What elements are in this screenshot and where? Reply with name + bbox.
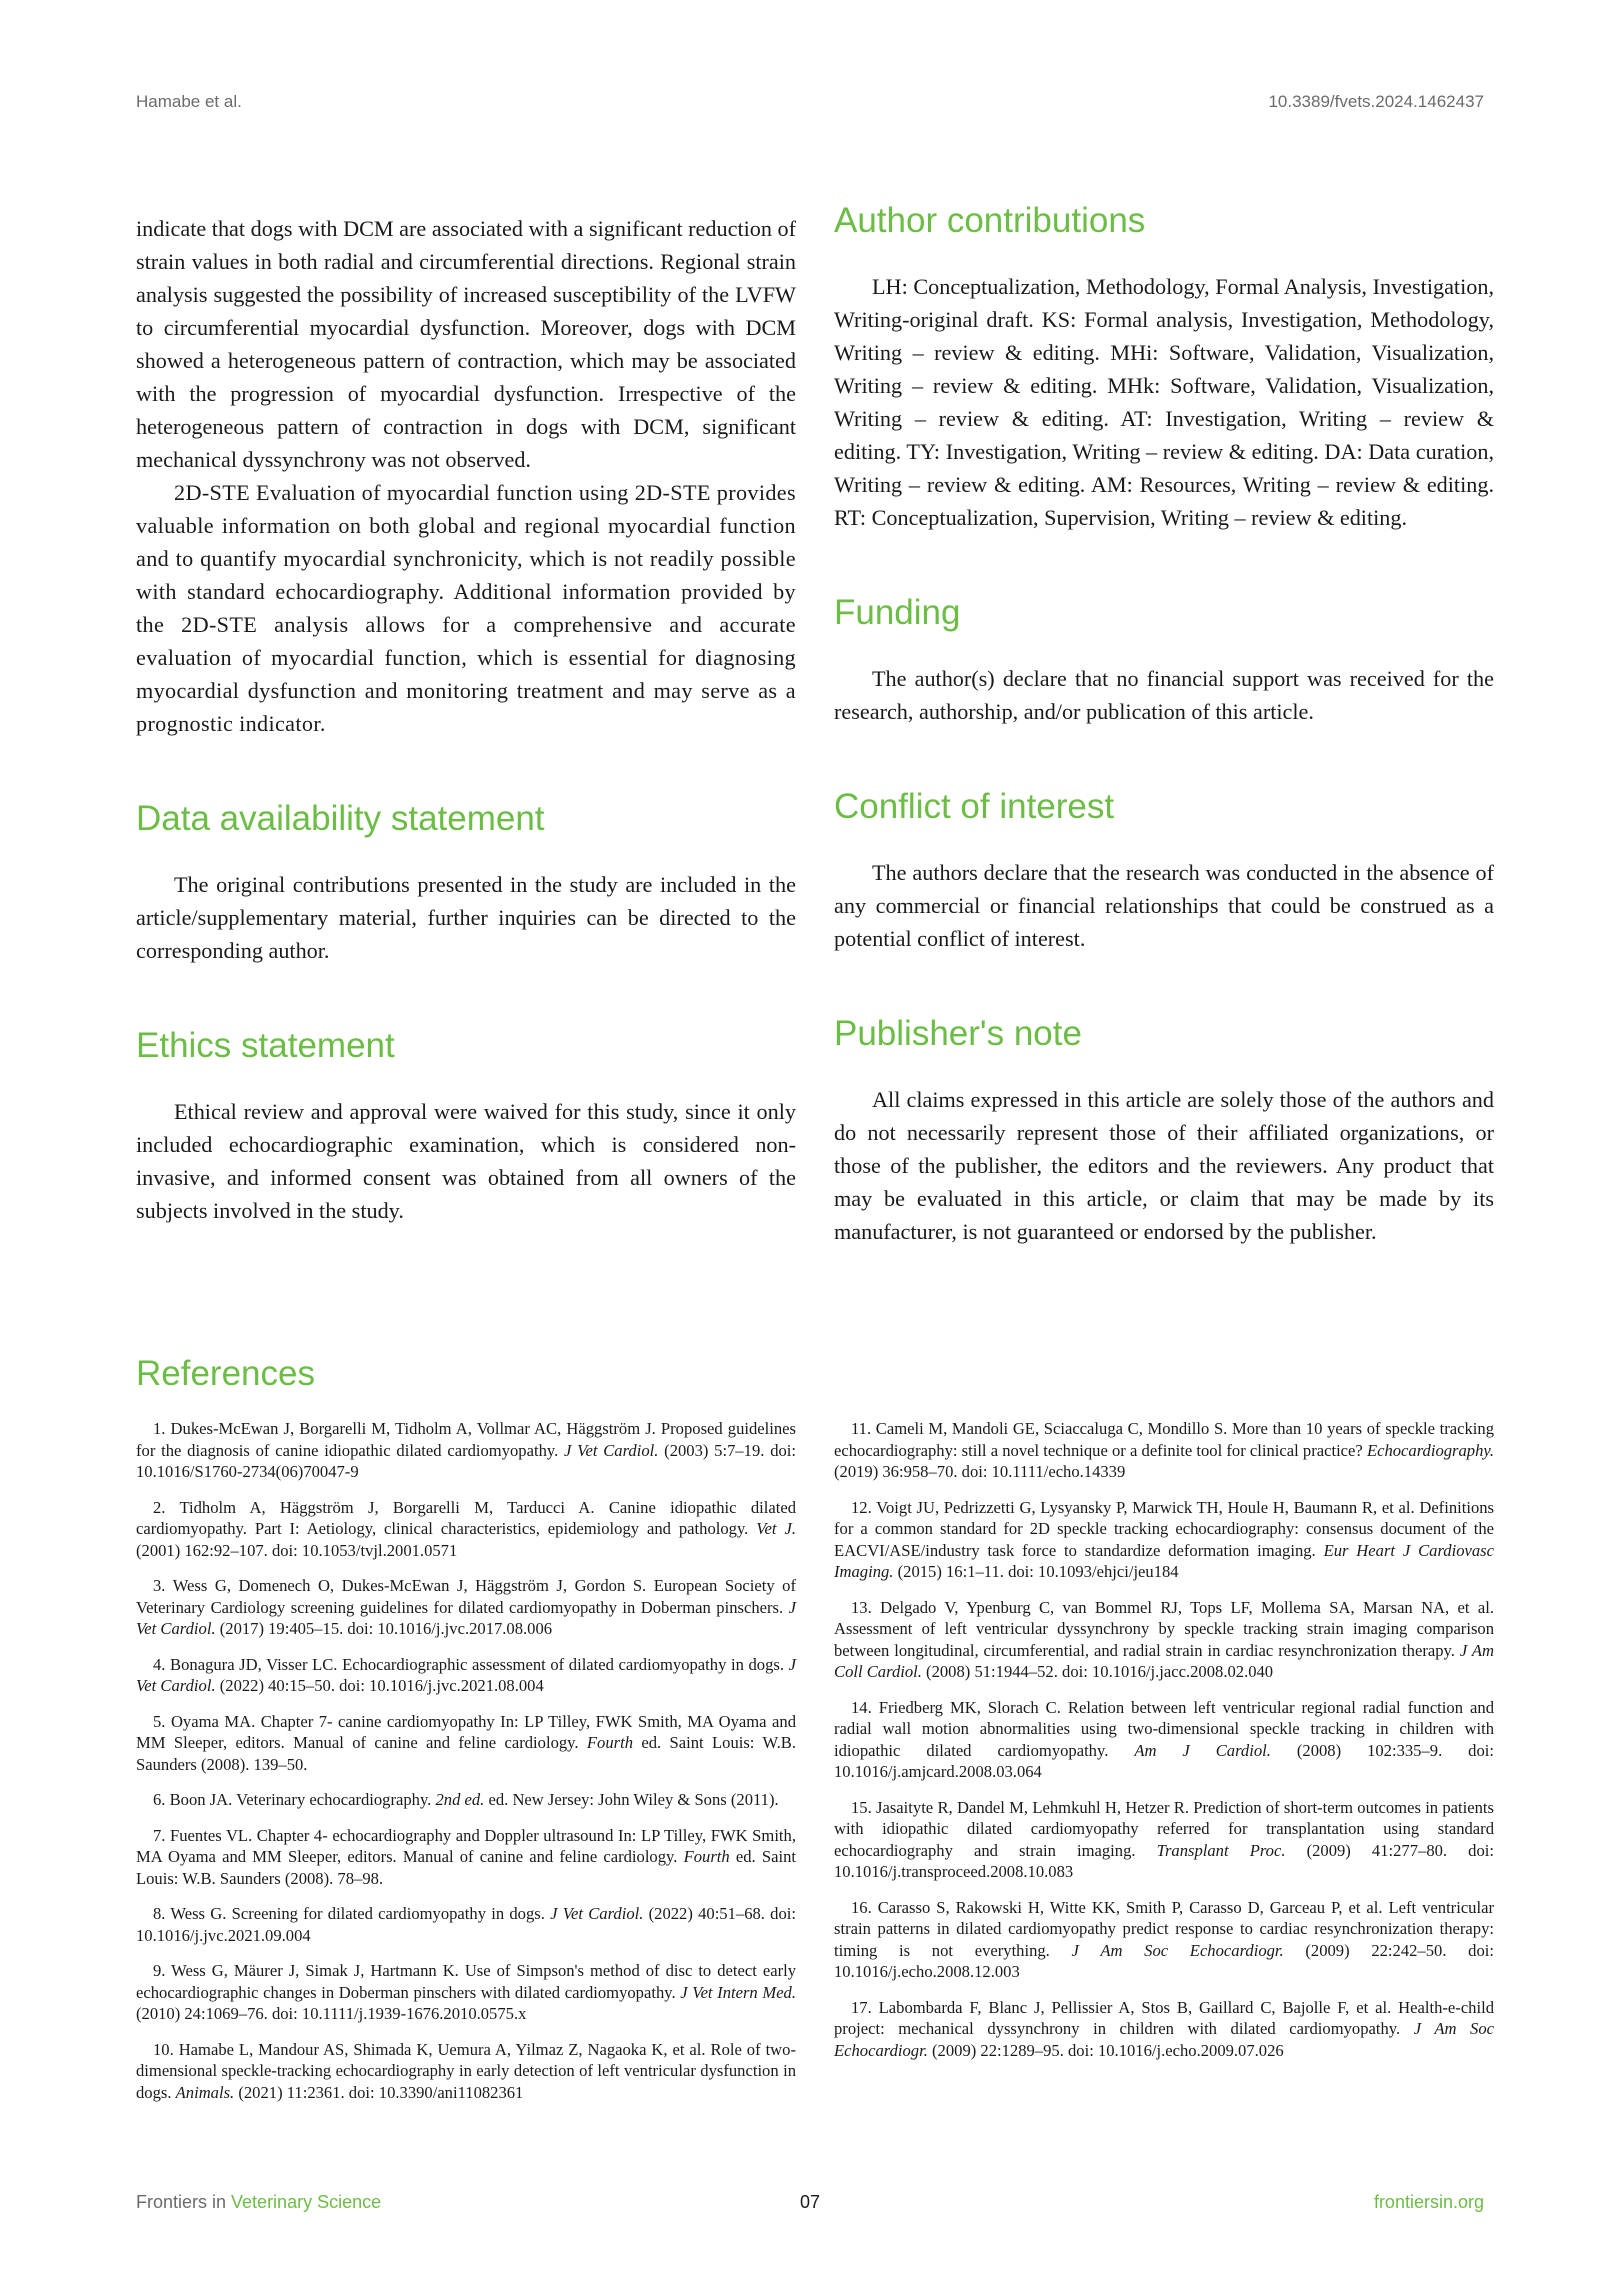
reference-citation[interactable]: (2022) 40:15–50. doi: 10.1016/j.jvc.2021.08.004 (215, 1676, 544, 1695)
reference-text: 6. Boon JA. Veterinary echocardiography. (153, 1790, 436, 1809)
reference-text: 12. Voigt JU, Pedrizzetti G, Lysyansky P, Marwick TH, Houle H, Baumann R, et al. Definitions for a common standard for 2D speckle tracking echocardiography: consensus document of the EACVI/ASE/industry task force to standardize deformation imaging. (834, 1497, 1494, 1560)
reference-journal: 2nd ed. (435, 1790, 485, 1809)
reference-entry (136, 1903, 796, 1946)
running-header (136, 92, 1484, 116)
reference-citation[interactable]: (2009) 41:277–80. doi: 10.1016/j.transproceed.2008.10.083 (834, 1840, 1494, 1881)
reference-text: 1. Dukes-McEwan J, Borgarelli M, Tidholm A, Vollmar AC, Häggström J. Proposed guidelines for the diagnosis of canine idiopathic dilated cardiomyopathy. (136, 1419, 796, 1460)
reference-journal: J Am Soc Echocardiogr. (1071, 1940, 1284, 1960)
reference-citation[interactable]: (2019) 36:958–70. doi: 10.1111/echo.14339 (834, 1462, 1126, 1481)
reference-entry (834, 1997, 1494, 2062)
reference-text: 4. Bonagura JD, Visser LC. Echocardiographic assessment of dilated cardiomyopathy in dogs. (153, 1654, 789, 1674)
reference-citation[interactable]: (2015) 16:1–11. doi: 10.1093/ehjci/jeu184 (893, 1562, 1179, 1581)
author-contributions-heading: Author contributions (834, 201, 1146, 240)
reference-journal: Animals. (175, 2082, 235, 2102)
reference-entry (136, 1711, 796, 1776)
reference-entry (136, 1418, 796, 1483)
ethics-heading: Ethics statement (136, 1026, 395, 1065)
page-footer (136, 2192, 1484, 2218)
reference-citation[interactable]: ed. New Jersey: John Wiley & Sons (2011). (484, 1790, 779, 1809)
reference-entry (136, 2039, 796, 2104)
reference-journal: J Vet Intern Med. (680, 1982, 796, 2002)
funding-text: The author(s) declare that no financial support was received for the research, authorship, and/or publication of this article. (834, 666, 1494, 724)
reference-entry (834, 1697, 1494, 1783)
reference-journal: J Vet Cardiol. (550, 1904, 644, 1923)
reference-text: 8. Wess G. Screening for dilated cardiomyopathy in dogs. (153, 1904, 551, 1923)
reference-entry (834, 1597, 1494, 1683)
reference-journal: Eur Heart J Cardiovasc Imaging. (834, 1540, 1494, 1581)
conflict-heading: Conflict of interest (834, 787, 1115, 826)
conflict-text: The authors declare that the research was conducted in the absence of any commercial or financial relationships that could be construed as a potential conflict of interest. (834, 860, 1494, 951)
right-column (834, 200, 1494, 1248)
discussion-paragraph-2dste: 2D-STE Evaluation of myocardial function using 2D-STE provides valuable information on both global and regional myocardial function and to quantify myocardial synchronicity, which is not readily possible with standard echocardiography. Additional information provided by the 2D-STE analysis allows for a comprehensive and accurate evaluation of myocardial function, which is essential for diagnosing myocardial dysfunction and monitoring treatment and may serve as a prognostic indicator. (136, 480, 796, 736)
reference-text: 9. Wess G, Mäurer J, Simak J, Hartmann K. Use of Simpson's method of disc to detect early echocardiographic changes in Doberman pinschers with dilated cardiomyopathy. (136, 1961, 796, 2002)
references-right-column (834, 1418, 1494, 2075)
reference-citation[interactable]: (2009) 22:242–50. doi: 10.1016/j.echo.2008.12.003 (834, 1940, 1494, 1981)
references-heading: References (136, 1354, 315, 1393)
reference-text: 11. Cameli M, Mandoli GE, Sciaccaluga C, Mondillo S. More than 10 years of speckle tracking echocardiography: still a novel technique or a definite tool for clinical practice? (834, 1419, 1494, 1460)
left-column (136, 212, 796, 1227)
footer-website-link[interactable]: frontiersin.org (1373, 2192, 1484, 2212)
header-authors: Hamabe et al. (136, 92, 242, 111)
reference-citation[interactable]: (2010) 24:1069–76. doi: 10.1111/j.1939-1676.2010.0575.x (136, 2004, 527, 2023)
reference-entry (136, 1960, 796, 2025)
reference-text: 13. Delgado V, Ypenburg C, van Bommel RJ, Tops LF, Mollema SA, Marsan NA, et al. Assessment of left ventricular dyssynchrony by speckle tracking strain imaging comparison between longitudinal, circumferential, and radial strain in cardiac resynchronization therapy. (834, 1597, 1494, 1660)
reference-text: 3. Wess G, Domenech O, Dukes-McEwan J, Häggström J, Gordon S. European Society of Veterinary Cardiology screening guidelines for dilated cardiomyopathy in Doberman pinschers. (136, 1576, 796, 1617)
reference-citation[interactable]: (2001) 162:92–107. doi: 10.1053/tvjl.2001.0571 (136, 1540, 458, 1560)
reference-entry (834, 1897, 1494, 1983)
reference-journal: J Am Soc Echocardiogr. (834, 2019, 1494, 2060)
reference-entry (136, 1789, 796, 1811)
discussion-paragraph: indicate that dogs with DCM are associated with a significant reduction of strain values in both radial and circumferential directions. Regional strain analysis suggested the possibility of increased susceptibility of the LVFW to circumferential myocardial dysfunction. Moreover, dogs with DCM showed a heterogeneous pattern of contraction, which may be associated with the progression of myocardial dysfunction. Irrespective of the heterogeneous pattern of contraction in dogs with DCM, significant mechanical dyssynchrony was not observed. (136, 216, 796, 472)
data-availability-heading: Data availability statement (136, 799, 545, 838)
footer-journal-name[interactable]: Veterinary Science (231, 2192, 382, 2212)
reference-text: 10. Hamabe L, Mandour AS, Shimada K, Uemura A, Yilmaz Z, Nagaoka K, et al. Role of two-dimensional speckle-tracking echocardiography in early detection of left ventricular dysfunction in dogs. (136, 2039, 796, 2102)
reference-text: 7. Fuentes VL. Chapter 4- echocardiography and Doppler ultrasound In: LP Tilley, FWK Smith, MA Oyama and MM Sleeper, editors. Manual of canine and feline cardiology. (136, 1825, 796, 1866)
reference-citation[interactable]: (2003) 5:7–19. doi: 10.1016/S1760-2734(06)70047-9 (136, 1440, 797, 1481)
reference-citation[interactable]: ed. Saint Louis: W.B. Saunders (2008). 139–50. (136, 1733, 796, 1774)
reference-citation[interactable]: (2008) 102:335–9. doi: 10.1016/j.amjcard.2008.03.064 (834, 1740, 1494, 1781)
reference-journal: Vet J. (756, 1519, 796, 1538)
reference-citation[interactable]: (2021) 11:2361. doi: 10.3390/ani11082361 (234, 2082, 524, 2102)
reference-entry (834, 1497, 1494, 1583)
reference-entry (136, 1497, 796, 1562)
reference-journal: Echocardiography. (1366, 1440, 1494, 1460)
reference-text: 5. Oyama MA. Chapter 7- canine cardiomyopathy In: LP Tilley, FWK Smith, MA Oyama and MM Sleeper, editors. Manual of canine and feline cardiology. (136, 1711, 796, 1752)
reference-journal: J Vet Cardiol. (136, 1654, 796, 1695)
reference-entry (834, 1418, 1494, 1483)
reference-entry (136, 1825, 796, 1890)
reference-journal: J Vet Cardiol. (564, 1440, 659, 1460)
reference-journal: Am J Cardiol. (1134, 1740, 1271, 1760)
reference-journal: Transplant Proc. (1156, 1840, 1286, 1860)
reference-citation[interactable]: (2022) 40:51–68. doi: 10.1016/j.jvc.2021.09.004 (136, 1904, 796, 1945)
reference-text: 14. Friedberg MK, Slorach C. Relation between left ventricular regional radial function and radial wall motion abnormalities using two-dimensional speckle tracking in children with idiopathic dilated cardiomyopathy. (834, 1697, 1494, 1760)
references-left-column (136, 1418, 796, 2117)
data-availability-text: The original contributions presented in the study are included in the article/supplementary material, further inquiries can be directed to the corresponding author. (136, 872, 796, 963)
publisher-note-heading: Publisher's note (834, 1014, 1082, 1053)
reference-entry (834, 1797, 1494, 1883)
funding-heading: Funding (834, 593, 961, 632)
reference-text: 15. Jasaityte R, Dandel M, Lehmkuhl H, Hetzer R. Prediction of short-term outcomes in patients with idiopathic dilated cardiomyopathy referred for transplantation using standard echocardiography and strain imaging. (834, 1797, 1494, 1860)
reference-journal: J Vet Cardiol. (136, 1597, 796, 1638)
reference-journal: J Am Coll Cardiol. (834, 1640, 1494, 1681)
footer-journal-prefix: Frontiers in (136, 2192, 232, 2212)
reference-citation[interactable]: (2009) 22:1289–95. doi: 10.1016/j.echo.2009.07.026 (927, 2040, 1284, 2060)
reference-citation[interactable]: (2017) 19:405–15. doi: 10.1016/j.jvc.2017.08.006 (215, 1619, 553, 1638)
reference-journal: Fourth (586, 1733, 633, 1752)
ethics-text: Ethical review and approval were waived for this study, since it only included echocardiographic examination, which is considered non-invasive, and informed consent was obtained from all owners of the subjects involved in the study. (136, 1099, 796, 1223)
reference-citation[interactable]: (2008) 51:1944–52. doi: 10.1016/j.jacc.2008.02.040 (921, 1662, 1274, 1681)
reference-text: 2. Tidholm A, Häggström J, Borgarelli M, Tarducci A. Canine idiopathic dilated cardiomyopathy. Part I: Aetiology, clinical characteristics, epidemiology and pathology. (136, 1497, 796, 1538)
reference-entry (136, 1654, 796, 1697)
reference-text: 16. Carasso S, Rakowski H, Witte KK, Smith P, Carasso D, Garceau P, et al. Left ventricular strain patterns in dilated cardiomyopathy predict response to cardiac resynchronization therapy: timing is not everything. (834, 1897, 1494, 1960)
reference-citation[interactable]: ed. Saint Louis: W.B. Saunders (2008). 78–98. (136, 1847, 796, 1888)
page-number: 07 (799, 2192, 821, 2212)
header-doi[interactable]: 10.3389/fvets.2024.1462437 (1268, 92, 1484, 111)
publisher-note-text: All claims expressed in this article are solely those of the authors and do not necessarily represent those of their affiliated organizations, or those of the publisher, the editors and the reviewers. Any product that may be evaluated in this article, or claim that may be made by its manufacturer, is not guaranteed or endorsed by the publisher. (834, 1087, 1494, 1244)
reference-journal: Fourth (683, 1847, 730, 1866)
reference-entry (136, 1575, 796, 1640)
reference-text: 17. Labombarda F, Blanc J, Pellissier A, Stos B, Gaillard C, Bajolle F, et al. Health-e-child project: mechanical dyssynchrony in children with dilated cardiomyopathy. (834, 1997, 1494, 2038)
author-contributions-text: LH: Conceptualization, Methodology, Formal Analysis, Investigation, Writing-original draft. KS: Formal analysis, Investigation, Methodology, Writing – review & editing. MHi: Software, Validation, Visualization, Writing – review & editing. MHk: Software, Validation, Visualization, Writing – review & editing. AT: Investigation, Writing – review & editing. TY: Investigation, Writing – review & editing. DA: Data curation, Writing – review & editing. AM: Resources, Writing – review & editing. RT: Conceptualization, Supervision, Writing – review & editing. (834, 274, 1494, 530)
